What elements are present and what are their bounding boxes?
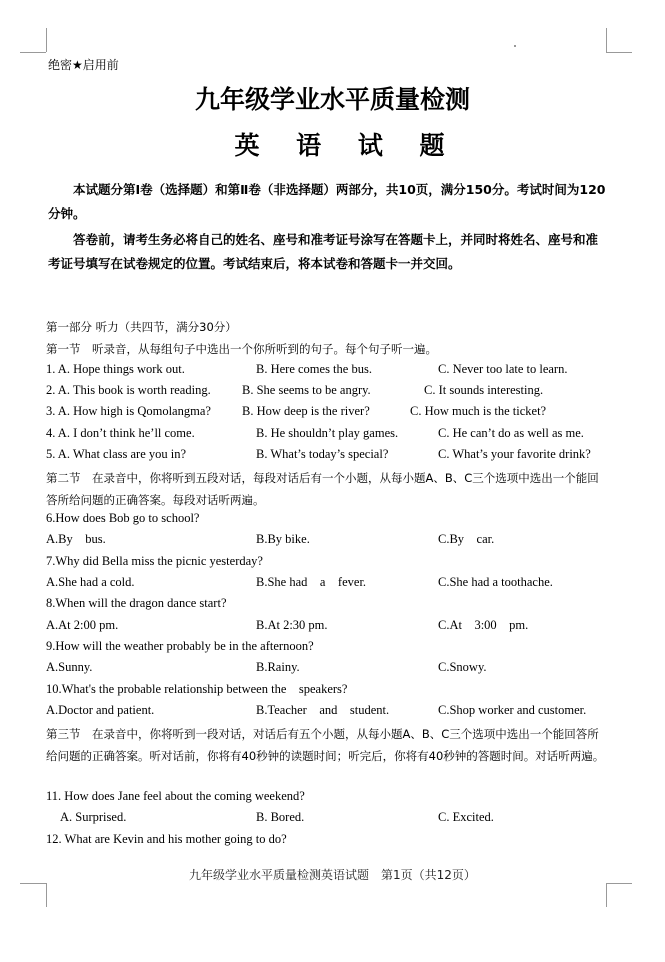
intro-paragraph-1: 本试题分第Ⅰ卷（选择题）和第Ⅱ卷（非选择题）两部分，共10页，满分150分。考试时间为120分钟。 (48, 182, 606, 221)
crop-mark (606, 28, 607, 52)
crop-mark (46, 883, 47, 907)
crop-mark (606, 883, 607, 907)
question-10-stem: 10.What's the probable relationship between the speakers? (46, 682, 348, 696)
section3-instructions: 第三节 在录音中，你将听到一段对话，对话后有五个小题，从每小题A、B、C三个选项中选出一个能回答所给问题的正确答案。听对话前，你将有40秒钟的读题时间；听完后，你将有40秒钟的答题时间。对话听两遍。 (46, 727, 605, 763)
question-7-stem: 7.Why did Bella miss the picnic yesterday? (46, 554, 263, 568)
confidential-label: 绝密★启用前 (48, 58, 119, 72)
intro-paragraph-2: 答卷前，请考生务必将自己的姓名、座号和准考证号涂写在答题卡上，并同时将姓名、座号和准考证号填写在试卷规定的位置。考试结束后，将本试卷和答题卡一并交回。 (48, 232, 599, 271)
crop-mark (606, 883, 632, 884)
section2-instructions: 第二节 在录音中，你将听到五段对话，每段对话后有一个小题，从每小题A、B、C三个选项中选出一个能回答所给问题的正确答案。每段对话听两遍。 (46, 471, 599, 507)
question-12-stem: 12. What are Kevin and his mother going to do? (46, 832, 287, 846)
question-9-stem: 9.How will the weather probably be in the afternoon? (46, 639, 314, 653)
exam-title: 九年级学业水平质量检测 (194, 85, 470, 114)
speck (514, 45, 516, 47)
page-footer: 九年级学业水平质量检测英语试题 第1页（共12页） (189, 868, 476, 882)
crop-mark (20, 52, 46, 53)
crop-mark (46, 28, 47, 52)
question-6-stem: 6.How does Bob go to school? (46, 511, 200, 525)
section1-instructions: 第一节 听录音，从每组句子中选出一个你所听到的句子。每个句子听一遍。 (46, 342, 437, 356)
exam-subtitle: 英 语 试 题 (234, 131, 459, 160)
crop-mark (606, 52, 632, 53)
question-11-stem: 11. How does Jane feel about the coming weekend? (46, 789, 305, 803)
question-8-stem: 8.When will the dragon dance start? (46, 596, 227, 610)
crop-mark (20, 883, 46, 884)
part1-heading: 第一部分 听力（共四节，满分30分） (46, 320, 237, 334)
